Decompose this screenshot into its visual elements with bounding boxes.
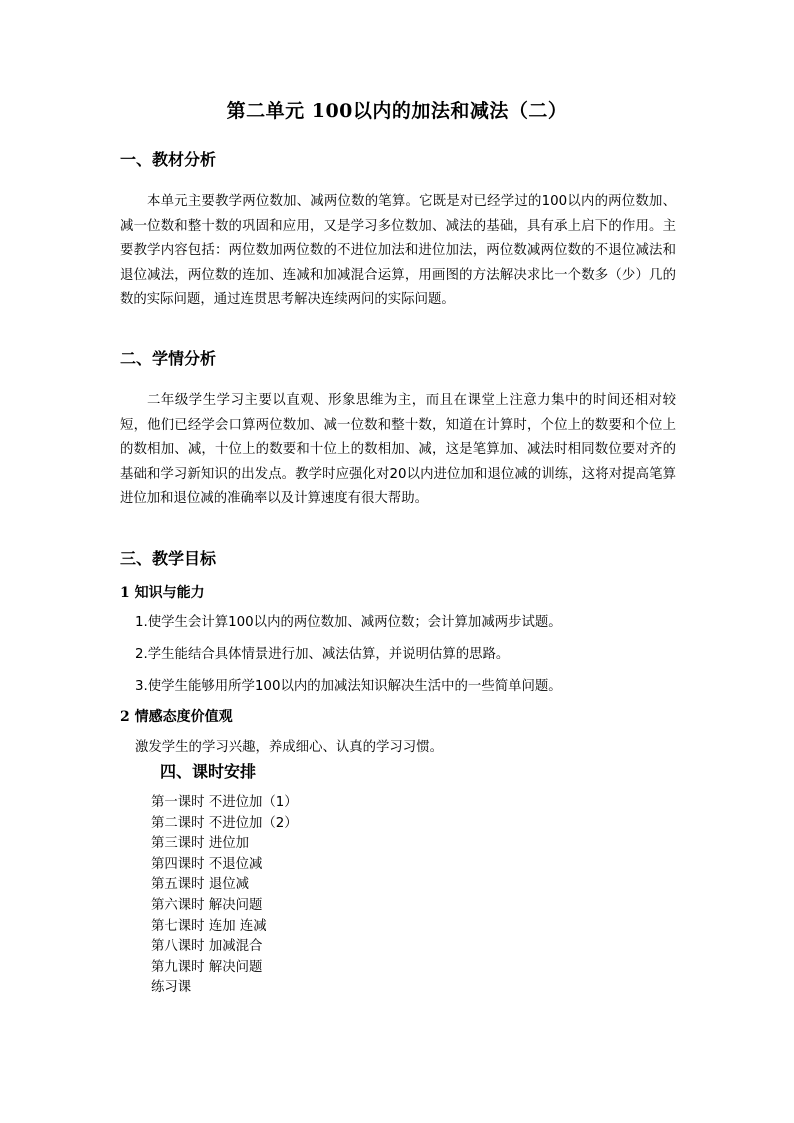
goal-item: 2.学生能结合具体情景进行加、减法估算，并说明估算的思路。 — [135, 647, 510, 662]
section-heading-lesson-schedule: 四、课时安排 — [160, 762, 257, 781]
list-item: 第七课时 连加 连减 — [151, 918, 267, 934]
list-item: 第九课时 解决问题 — [151, 959, 263, 975]
list-item: 第六课时 解决问题 — [151, 897, 263, 913]
subheading-knowledge-ability: 1 知识与能力 — [120, 585, 205, 601]
list-item: 第八课时 加减混合 — [151, 939, 263, 955]
list-item: 第五课时 退位减 — [151, 877, 249, 893]
list-item: 第二课时 不进位加（2） — [151, 815, 298, 831]
section-heading-textbook-analysis: 一、教材分析 — [120, 150, 217, 169]
lesson-schedule-list — [151, 793, 298, 999]
goal-item: 1.使学生会计算100以内的两位数加、减两位数；会计算加减两步试题。 — [135, 615, 562, 630]
page-title: 第二单元 100以内的加法和减法（二） — [226, 100, 568, 122]
goal-item: 3.使学生能够用所学100以内的加减法知识解决生活中的一些简单问题。 — [135, 679, 562, 694]
list-item: 第三课时 进位加 — [151, 836, 249, 852]
list-item: 第一课时 不进位加（1） — [151, 795, 298, 810]
section-heading-student-analysis: 二、学情分析 — [120, 349, 217, 368]
subheading-emotion-values: 2 情感态度价值观 — [120, 709, 233, 725]
section-heading-teaching-goals: 三、教学目标 — [120, 549, 217, 568]
student-analysis-paragraph: 二年级学生学习主要以直观、形象思维为主，而且在课堂上注意力集中的时间还相对较短，他们已经学会口算两位数加、减一位数和整十数，知道在计算时，个位上的数要和个位上的数相加、减，十位上的数要和十位上的数相加、减，这是笔算加、减法时相同数位要对齐的基础和学习新知识的出发点。教学时应强化对20以内进位加和退位减的训练，这将对提高笔算进位加和退位减的准确率以及计算速度有很大帮助。 — [120, 393, 676, 507]
list-item: 第四课时 不退位减 — [151, 856, 263, 872]
list-item: 练习课 — [151, 980, 192, 996]
emotion-values-text: 激发学生的学习兴趣，养成细心、认真的学习习惯。 — [135, 740, 443, 755]
textbook-analysis-paragraph: 本单元主要教学两位数加、减两位数的笔算。它既是对已经学过的100以内的两位数加、减一位数和整十数的巩固和应用，又是学习多位数加、减法的基础，具有承上启下的作用。主要教学内容包括：两位数加两位数的不进位加法和进位加法，两位数减两位数的不退位减法和退位减法，两位数的连加、连减和加减混合运算，用画图的方法解决求比一个数多（少）几的数的实际问题，通过连贯思考解决连续两问的实际问题。 — [120, 194, 676, 308]
